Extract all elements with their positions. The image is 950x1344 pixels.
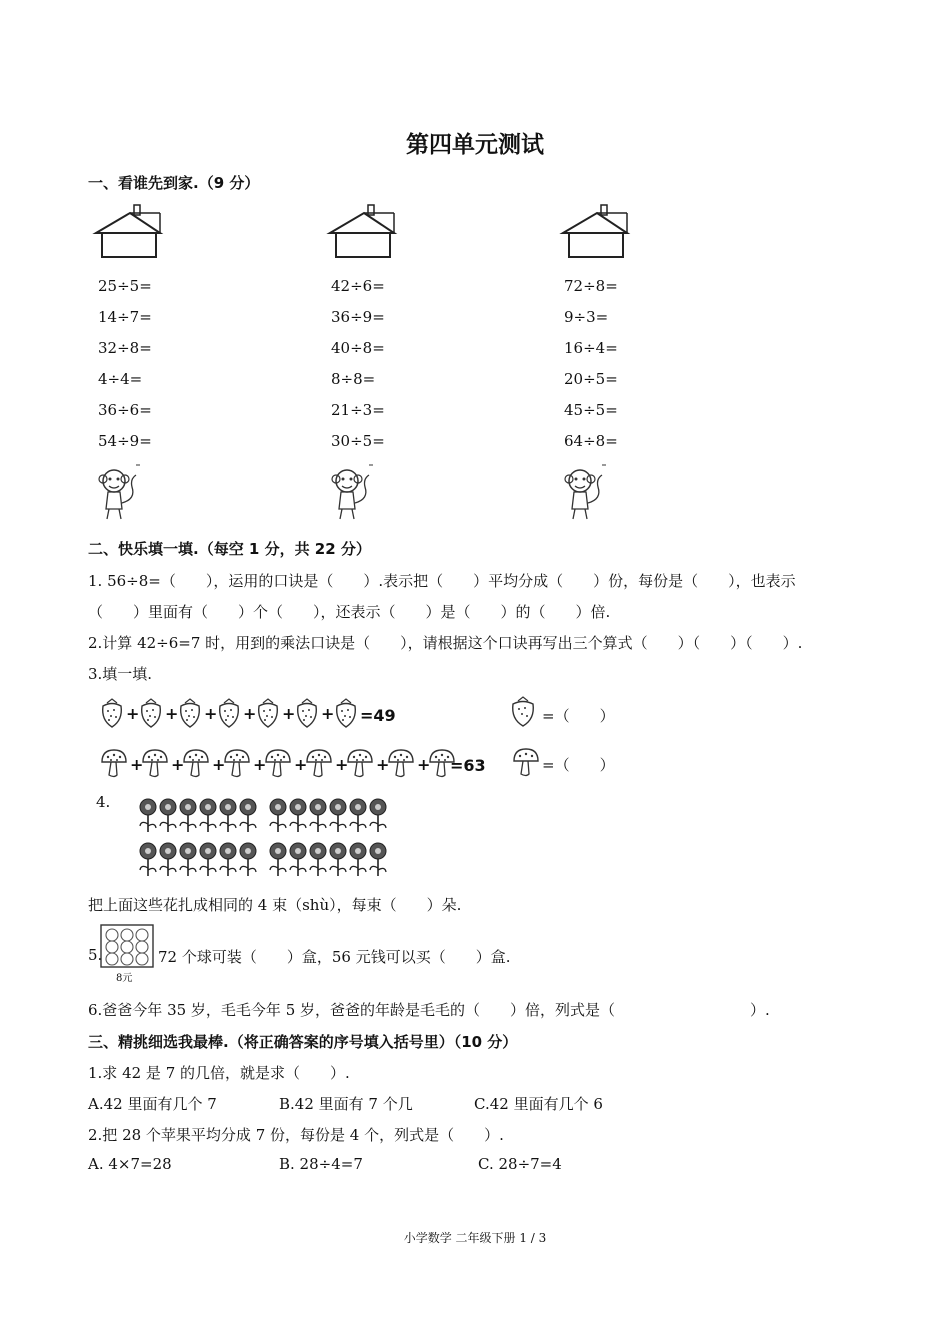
svg-text:+: + <box>376 755 390 774</box>
division-item: 45÷5= <box>564 401 618 419</box>
strawberry-total: =49 <box>360 706 396 725</box>
monkey-icon <box>331 463 375 521</box>
monkey-icon <box>564 463 608 521</box>
division-item: 40÷8= <box>331 339 385 357</box>
svg-text:+: + <box>321 704 335 723</box>
q4-text: 把上面这些花扎成相同的 4 束（shù），每束（ ）朵. <box>88 896 462 914</box>
section3-heading: 三、精挑细选我最棒.（将正确答案的序号填入括号里）（10 分） <box>88 1033 518 1051</box>
mushroom-total: =63 <box>450 756 486 775</box>
svg-text:+: + <box>243 704 257 723</box>
division-item: 8÷8= <box>331 370 376 388</box>
flowers-picture <box>136 798 400 882</box>
division-item: 54÷9= <box>98 432 152 450</box>
s3-q1-text: 1.求 42 是 7 的几倍，就是求（ ）. <box>88 1064 350 1082</box>
page-title: 第四单元测试 <box>406 132 544 158</box>
division-item: 42÷6= <box>331 277 385 295</box>
house-icon <box>328 205 398 260</box>
division-item: 9÷3= <box>564 308 609 326</box>
strawberry-sum <box>100 698 400 730</box>
s3-q1-option-c: C.42 里面有几个 6 <box>474 1095 603 1113</box>
division-item: 20÷5= <box>564 370 618 388</box>
s3-q1-option-b: B.42 里面有 7 个几 <box>279 1095 413 1113</box>
svg-text:+: + <box>335 755 349 774</box>
svg-text:+: + <box>253 755 267 774</box>
svg-text:+: + <box>204 704 218 723</box>
s3-q2-text: 2.把 28 个苹果平均分成 7 份，每份是 4 个，列式是（ ）. <box>88 1126 504 1144</box>
house-icon <box>561 205 631 260</box>
svg-text:+: + <box>417 755 431 774</box>
strawberry-icon <box>510 696 540 728</box>
house-icon <box>94 205 164 260</box>
division-item: 32÷8= <box>98 339 152 357</box>
division-item: 21÷3= <box>331 401 385 419</box>
s3-q1-option-a: A.42 里面有几个 7 <box>88 1095 217 1113</box>
q2-text: 2.计算 42÷6=7 时，用到的乘法口诀是（ ），请根据这个口诀再写出三个算式（ ）（ ）（ ）. <box>88 634 803 652</box>
strawberry-answer: =（ ） <box>542 707 615 725</box>
s3-q2-option-b: B. 28÷4=7 <box>279 1155 363 1173</box>
mushroom-sum <box>100 748 460 780</box>
page-footer: 小学数学 二年级下册 1 / 3 <box>403 1231 547 1245</box>
division-item: 16÷4= <box>564 339 618 357</box>
q1-line1: 1. 56÷8=（ ），运用的口诀是（ ）.表示把（ ）平均分成（ ）份，每份是（ ），也表示 <box>88 572 796 590</box>
q4-number: 4. <box>96 793 111 811</box>
q6-text: 6.爸爸今年 35 岁，毛毛今年 5 岁，爸爸的年龄是毛毛的（ ）倍，列式是（ ）. <box>88 1001 770 1019</box>
mushroom-answer: =（ ） <box>542 756 615 774</box>
svg-text:+: + <box>130 755 144 774</box>
s3-q2-option-a: A. 4×7=28 <box>88 1155 172 1173</box>
q1-line2: （ ）里面有（ ）个（ ），还表示（ ）是（ ）的（ ）倍. <box>88 603 611 621</box>
svg-text:+: + <box>171 755 185 774</box>
svg-text:+: + <box>165 704 179 723</box>
division-item: 36÷9= <box>331 308 385 326</box>
division-item: 4÷4= <box>98 370 143 388</box>
monkey-icon <box>98 463 142 521</box>
q3-text: 3.填一填. <box>88 665 153 683</box>
division-item: 30÷5= <box>331 432 385 450</box>
division-item: 25÷5= <box>98 277 152 295</box>
q5-number: 5. <box>88 946 103 964</box>
q5-text: 72 个球可装（ ）盒，56 元钱可以买（ ）盒. <box>158 948 511 966</box>
section2-heading: 二、快乐填一填.（每空 1 分，共 22 分） <box>88 540 371 558</box>
svg-text:+: + <box>282 704 296 723</box>
svg-text:+: + <box>294 755 308 774</box>
section1-heading: 一、看谁先到家.（9 分） <box>88 174 260 192</box>
division-item: 72÷8= <box>564 277 618 295</box>
division-item: 36÷6= <box>98 401 152 419</box>
division-item: 14÷7= <box>98 308 152 326</box>
svg-text:+: + <box>212 755 226 774</box>
svg-text:+: + <box>126 704 140 723</box>
s3-q2-option-c: C. 28÷7=4 <box>478 1155 562 1173</box>
mushroom-icon <box>512 747 542 779</box>
box-price-label: 8元 <box>116 973 133 984</box>
division-item: 64÷8= <box>564 432 618 450</box>
